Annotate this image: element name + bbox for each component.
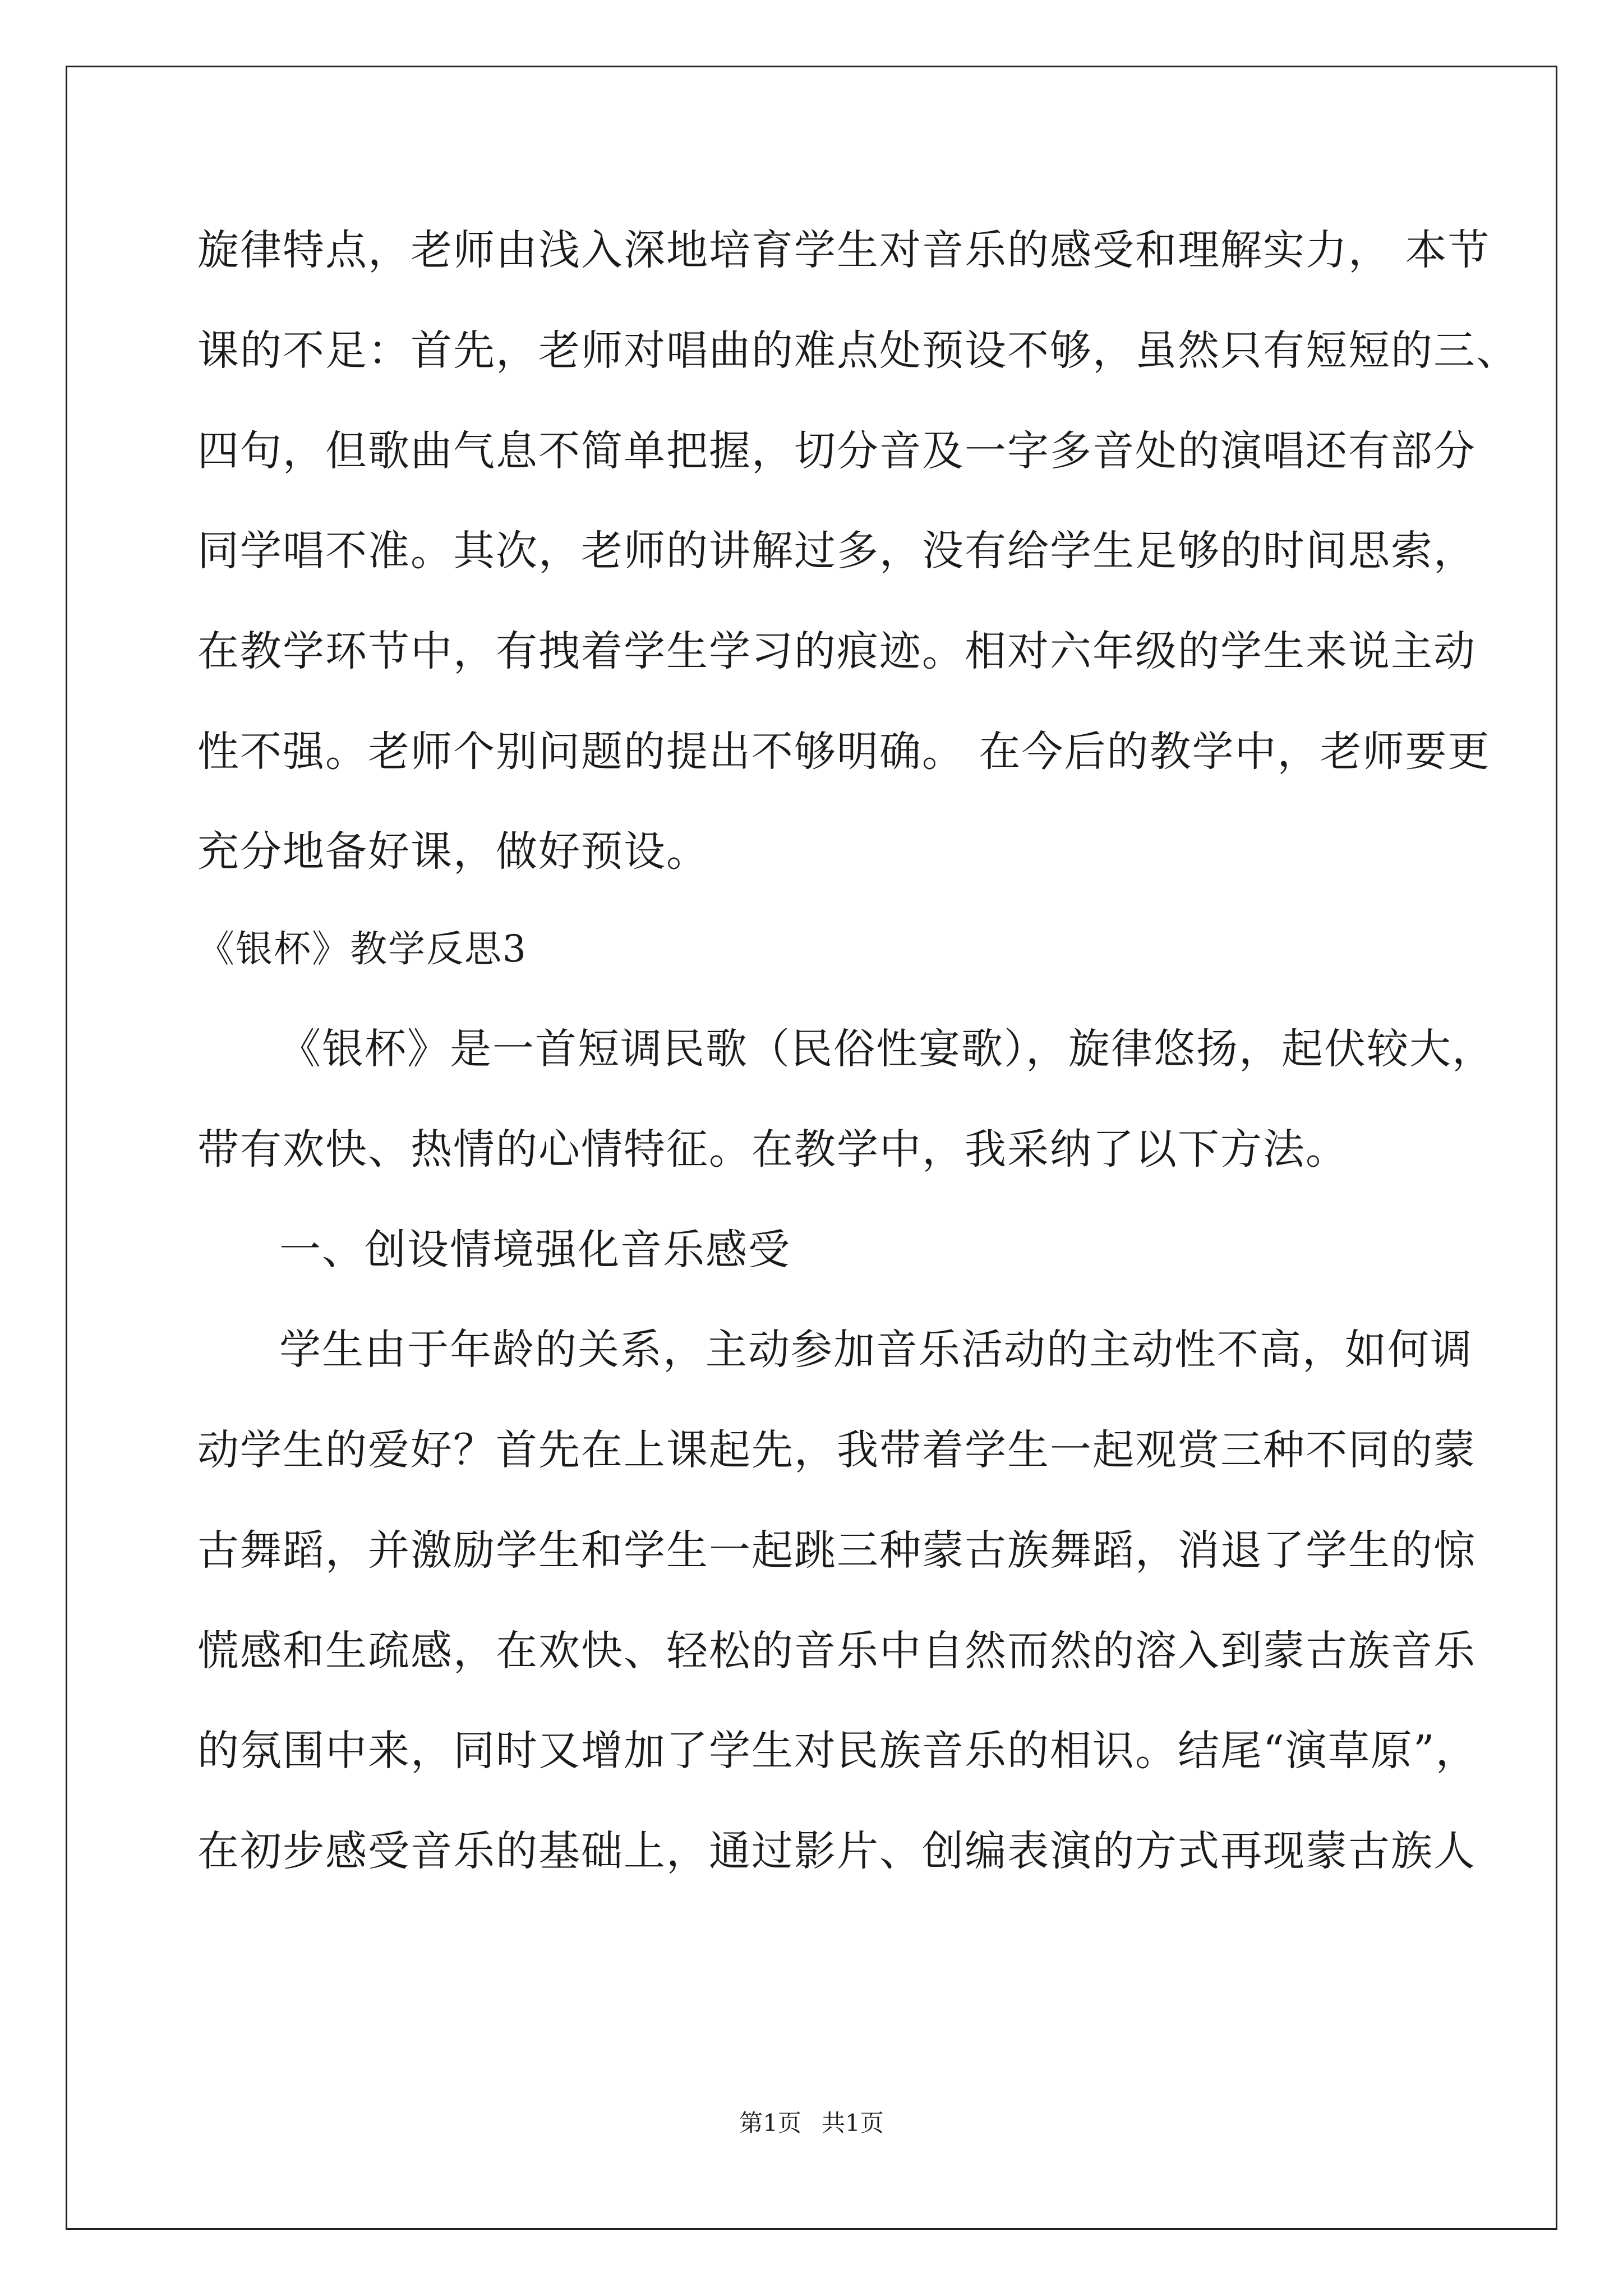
subheading: 一、创设情境强化音乐感受	[279, 1226, 791, 1274]
paragraph-line: 四句，但歌曲气息不简单把握，切分音及一字多音处的演唱还有部分	[197, 427, 1476, 475]
paragraph-line: 学生由于年龄的关系，主动参加音乐活动的主动性不高，如何调	[279, 1326, 1473, 1374]
paragraph-line: 带有欢快、热情的心情特征。在教学中，我采纳了以下方法。	[197, 1125, 1348, 1174]
paragraph-line: 旋律特点，老师由浅入深地培育学生对音乐的感受和理解实力， 本节	[197, 226, 1491, 274]
paragraph-line: 慌感和生疏感，在欢快、轻松的音乐中自然而然的溶入到蒙古族音乐	[197, 1627, 1476, 1675]
paragraph-line: 课的不足：首先，老师对唱曲的难点处预设不够，虽然只有短短的三、	[197, 326, 1519, 375]
paragraph-line: 在初步感受音乐的基础上，通过影片、创编表演的方式再现蒙古族人	[197, 1827, 1476, 1875]
paragraph-line: 《银杯》是一首短调民歌（民俗性宴歌），旋律悠扬，起伏较大，	[279, 1025, 1495, 1073]
page-number: 第1页	[739, 2109, 801, 2137]
paragraph-line: 古舞蹈，并激励学生和学生一起跳三种蒙古族舞蹈，消退了学生的惊	[197, 1526, 1476, 1575]
page-footer	[0, 2106, 1623, 2140]
paragraph-line: 性不强。老师个别问题的提出不够明确。 在今后的教学中，老师要更	[197, 728, 1491, 776]
page-total: 共1页	[822, 2109, 884, 2137]
paragraph-line: 的氛围中来，同时又增加了学生对民族音乐的相识。结尾“演草原”，	[197, 1727, 1478, 1775]
paragraph-line: 动学生的爱好？首先在上课起先，我带着学生一起观赏三种不同的蒙	[197, 1426, 1476, 1474]
paragraph-line: 在教学环节中，有拽着学生学习的痕迹。相对六年级的学生来说主动	[197, 627, 1476, 675]
paragraph-line: 同学唱不准。其次，老师的讲解过多，没有给学生足够的时间思索，	[197, 527, 1476, 575]
paragraph-line: 充分地备好课，做好预设。	[197, 827, 709, 876]
section-title: 《银杯》教学反思3	[197, 927, 527, 970]
